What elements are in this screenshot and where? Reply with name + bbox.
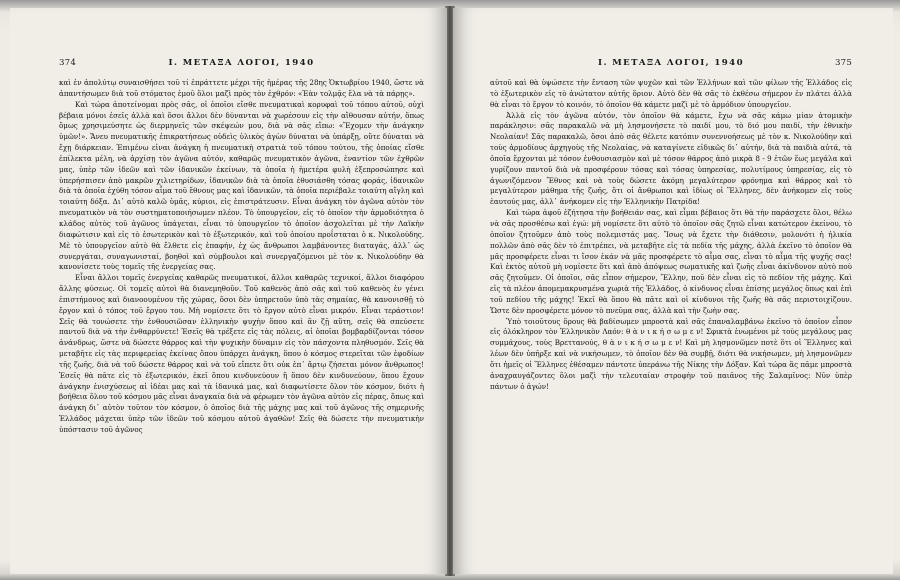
paragraph: αὐτοῦ καὶ θὰ ὑψώσετε τὴν ἔνταση τῶν ψυχῶν καὶ τῶν Ἑλλήνων καὶ τῶν φίλων τῆς Ἑλλάδος εἰς τὸ ἐξωτερικὸν εἰς τὸ ἀνώτατον αὐτῆς ὅριον. Αὐτὸ δὲν θὰ σᾶς τὸ ἐκθέσω σήμερον ἐν πλάτει ἀλλὰ θὰ εἶναι τὸ ἔργον τὸ κοινόν, τὸ ὁποῖον θὰ κάμετε μαζὶ μὲ τὸ ἁρμόδιον ὑπουργεῖον. bbox=[490, 78, 852, 109]
left-running-head: Ι. ΜΕΤΑΞΑ ΛΟΓΟΙ, 1940 bbox=[168, 58, 315, 68]
left-page bbox=[10, 8, 447, 574]
paragraph: Καὶ τώρα ἀφοῦ ἐζήτησα τὴν βοήθειάν σας, καὶ εἶμαι βέβαιος ὅτι θὰ τὴν παράσχετε ὅλοι, θέλω νὰ σᾶς προσθέσω καὶ ἐγώ: μὴ νομίσετε ὅτι αὐτὸ τὸ ὁποῖον σᾶς ζητῶ εἶναι κατώτερον ἐκείνου, τὸ ὁποῖον ζητοῦμεν ἀπὸ τοὺς πολεμιστάς μας. Ἴσως νὰ ἔχετε τὴν διάθεσιν, μολονότι ἡ ἡλικία πολλῶν ἀπὸ σᾶς δὲν τὸ ἐπιτρέπει, νὰ μεταβῆτε εἰς τὰ πεδία τῆς μάχης, ἀλλὰ ἐκεῖνο τὸ ὁποῖον θὰ μᾶς προσφέρετε εἶναι τι ἴσον ἐκάν νὰ μᾶς προσφέρετε τὸ αἷμα σας, εἶναι τὸ αἷμα τῆς ψυχῆς σας! Καὶ ἐκτὸς αὐτοῦ μὴ νομίσετε ὅτι καὶ ἀπὸ ἀπόψεως σωματικῆς καὶ ζωῆς εἶναι ἀκίνδυνον αὐτὸ ποὺ σᾶς ζητοῦμεν. Οἱ ὁποῖοι, σᾶς εἶπον σήμερον, Ἕλλην, ποῦ δὲν εἶναι εἰς τὸ πεδίον τῆς μάχης. Καὶ εἰς τὰ πλέον ἀπομεμακρυσμένα χωριὰ τῆς Ἑλλάδος, ὁ κίνδυνος εἶναι ἐπίσης μεγάλος ὅπως καὶ ἐπὶ τοῦ πεδίου τῆς μάχης! Ἐκεῖ θὰ ὅπου θὰ πᾶτε καὶ οἱ κίνδυνοι τῆς ζωῆς θὰ σᾶς περιστοιχίζουν. Ὥστε δὲν προσφέρετε μόνον τὸ πνεῦμα σας, ἀλλὰ καὶ τὴν ζωὴν σας. bbox=[490, 208, 852, 315]
left-page-number: 374 bbox=[59, 58, 77, 68]
left-page-header bbox=[59, 58, 424, 72]
right-page-body bbox=[490, 78, 852, 392]
paragraph: καὶ ἐν ἀπολύτῳ συναισθήσει τοῦ τί ἐπράττετε μέχρι τῆς ἡμέρας τῆς 28ης Ὀκτωβρίου 1940, ὥστε νὰ ἀπαντήσωμεν διὰ τοῦ στόματος ἐμοῦ ὅλοι μαζὶ πρὸς τὸν ἐχθρόν: «Ἐὰν τολμᾷς ἔλα νὰ τὰ πάρῃς». bbox=[59, 78, 424, 98]
right-running-head: Ι. ΜΕΤΑΞΑ ΛΟΓΟΙ, 1940 bbox=[598, 58, 744, 68]
right-page bbox=[453, 8, 893, 574]
paragraph: Ὑπὸ τοιοῦτους ὅρους θὰ βαδίσωμεν μπροστὰ καὶ σᾶς ἐπαναλαμβάνω ἐκεῖνο τὸ ὁποῖον εἶπον εἰς ὁλόκληρον τὸν Ἑλληνικὸν Λαόν: θ ὰ ν ι κ ή σ ω μ ε ν! Σφικτὰ ἑνωμένοι μὲ τοὺς μεγάλους μας συμμάχους, τοὺς Βρεττανούς, θ ὰ ν ι κ ή σ ω μ ε ν! Καὶ μὴ λησμονῶμεν ποτὲ ὅτι οἱ Ἕλληνες καὶ λέων δὲν ὑπῆρξε καὶ νὰ νικήσωμεν, τὸ ὁποῖον δὲν θὰ συμβῇ, διότι θὰ νικήσωμεν, μὴ λησμονῶμεν ὅτι ἡμεῖς οἱ Ἕλληνες ἐθέσαμεν πάντοτε ὑπεράνω τῆς Νίκης τὴν Δόξαν. Καὶ τώρα ἂς πᾶμε μπροστὰ ἀναχραυγάζοντες ὅλοι μαζὶ τὴν τελευταίαν στροφὴν τοῦ παιᾶνος τῆς Σαλαμῖνος: Νῦν ὑπὲρ πάντων ὁ ἀγών! bbox=[490, 316, 852, 391]
paragraph: Εἶναι ἄλλοι τομεῖς ἐνεργείας καθαρῶς πνευματικοί, ἄλλοι καθαρῶς τεχνικοί, ἄλλοι διαφόρου ἄλλης φύσεως. Οἱ τομεῖς αὐτοὶ θὰ διανεμηθοῦν. Τοῦ καθενὸς ἀπὸ σᾶς καὶ τοῦ καθενὸς ἐν γένει ἐπιστήμονος καὶ διανοουμένου τῆς χώρας, ὅσοι δὲν ὑπηρετοῦν ὑπὸ τὰς σημαίας, θὰ κανονισθῇ τὸ ἔργον καὶ ὁ τόπος τοῦ ἔργου του. Μὴ νομίσετε ὅτι τὸ ἔργον αὐτὸ εἶναι μικρόν. Εἶναι τεράστιον! Σεῖς θὰ τονώσετε τὴν ἐνθουσιῶσαν ἑλληνικὴν ψυχὴν ὅπου καὶ ἂν ζῇ αὕτη, σεῖς θὰ σπεύσετε παντοῦ διὰ νὰ τὴν ἐνθαρρύνετε! Ἐσεῖς θὰ τρέξετε εἰς τὰς πόλεις, αἱ ὁποῖαι βομβαρδίζονται τόσον ἀνάνδρως, ὥστε νὰ δώσετε θάρρος καὶ τὴν ψυχικὴν δύναμιν εἰς τὸν πάσχοντα πληθυσμόν. Σεῖς θὰ μεταβῆτε εἰς τὰς περιφερείας ἐκείνας ὅπου ὑπάρχει ἀνάγκη, ὅπου ὁ κόσμος στερεῖται τῶν ἐφοδίων τῆς ζωῆς, διὰ νὰ τοῦ δώσετε θάρρος καὶ νὰ τοῦ εἴπετε ὅτι οὐκ ἐπ᾽ ἄρτῳ ζήσεται μόνον ἄνθρωπος! Ἐσεῖς θὰ πᾶτε εἰς τὸ ἐξωτερικόν, ἐκεῖ ὅπου κινδυνεύουν ἢ ὅπου δὲν κινδυνεύουν, ὅπου ἔχουν ἀνάγκην ἐνισχύσεως αἱ ἰδέαι μας καὶ τὰ ἰδανικά μας, καὶ διαφωτίσετε ὅλον τὸν κόσμον, διότι ἡ βοήθεια ὅλου τοῦ κόσμου μᾶς εἶναι ἀναγκαία διὰ νὰ φέρωμεν τὸν ἀγῶνα αὐτὸν εἰς πέρας, ὅπως καὶ ἀνάγκη δι᾽ αὐτὸν τοῦτον τὸν κόσμον, ὁ ὁποῖος διὰ τῆς μάχης μας καὶ τοῦ ἀγῶνος τῆς σημερινῆς Ἑλλάδος μάχεται ὑπὲρ τῶν ἰδεῶν τοῦ κόσμου αὐτοῦ ἀγαθῶν! Σεῖς θὰ δώσετε τὴν πνευματικὴν ὑπόστασιν τοῦ ἀγῶνος bbox=[59, 273, 424, 434]
paragraph: Καὶ τώρα ἀποτείνομαι πρὸς σᾶς, οἱ ὁποῖοι εἴσθε πνευματικαὶ κορυφαὶ τοῦ τόπου αὐτοῦ, οὐχὶ βέβαια μόνοι ἐσεῖς ἀλλὰ καὶ ὅσοι ἄλλοι δὲν δύνανται νὰ χωρέσουν εἰς τὴν αἴθουσαν αὐτήν, ὅπως ὅμως χρησιμεύσητε ὡς διερμηνεῖς τῶν σκέψεών μου, διὰ νὰ σᾶς εἴπω: «Ἔχομεν τὴν ἀνάγκην ὑμῶν!». Ἄνευ πνευματικῆς ἐπικρατήσεως οὐδεὶς ὑλικὸς ἀγὼν δύναται νὰ ὑπάρξῃ, οὔτε δύναται νὰ ἔχῃ διάρκειαν. Ἐπιμένω εἰναι ἀνάγκη ἡ πνευματικὴ στρατιὰ τοῦ τόπου τούτου, τῆς ὁποίας εἴσθε ἐπίλεκτα μέλη, νὰ ἀρχίσῃ τὸν ἀγῶνα αὐτόν, καθαρῶς πνευματικὸν ἀγῶνα, ἐναντίον τῶν ἐχθρῶν μας, ὑπὲρ τῶν ἰδεῶν καὶ τῶν ἰδανικῶν ἐκείνων, τὰ ὁποῖα ἡ ἡμετέρα φυλὴ ἐξεπροσώπησε καὶ ὑπερήσπισεν ἀπὸ μακρῶν χιλιετηρίδων, ἰδανικῶν διὰ τὰ ὁποῖα ἐθυσιάσθη τόσας φοράς, ἰδανικῶν διὰ τὰ ὁποῖα ἐχύθη τόσον αἷμα τοῦ ἔθνους μας καὶ ἰδανικῶν, τὰ ὁποῖα περιέβαλε τοιαύτη αἴγλη καὶ τοιαύτη δόξα. Δι᾽ αὐτὸ καλῶ ὑμᾶς, κύριοι, εἰς ἐπιστράτευσιν. Εἶναι ἀνάγκη τὸν ἀγῶνα αὐτὸν τὸν πνευματικὸν νὰ τὸν συστηματοποιήσωμεν πλέον. Τὸ ὑπουργεῖον, εἰς τὸ ὁποῖον τὴν ἁρμοδιότητα ὁ κλάδος αὐτὸς τοῦ ἀγῶνος ὑπάγεται, εἶναι τὸ ὑπουργεῖον τὸ ὁποῖον ἀσχολεῖται μὲ τὴν Λαϊκὴν διαφώτισιν καὶ εἰς τὸ ἐσωτερικὸν καὶ τὸ ἐξωτερικόν, καὶ τοῦ ὁποίου προΐσταται ὁ κ. Νικολούδης. Μὲ τὸ ὑπουργεῖον αὐτὸ θὰ ἔλθετε εἰς ἐπαφήν, ἐχ ὡς ἄνθρωποι λαμβάνοντες διαταγάς, ἀλλ᾽ ὡς συνεργάται, συναγωνισταί, βοηθοὶ καὶ σύμβουλοι καὶ συνεργαζόμενοι μὲ τὸν κ. Νικολούδην θὰ κανονίσετε τοὺς τομεῖς τῆς ἐνεργείας σας. bbox=[59, 99, 424, 272]
paragraph: Ἀλλὰ εἰς τὸν ἀγῶνα αὐτόν, τὸν ὁποῖον θὰ κάμετε, ἔχω νὰ σᾶς κάμω μίαν ἀτομικὴν παράκλησιν: σᾶς παρακαλῶ νὰ μὴ λησμονήσετε τὸ παιδί μου, τὸ διό μου παιδί, τὴν ἐθνικὴν Νεολαίαν! Σᾶς παρακαλῶ, ὅσοι ἀπὸ σᾶς θέλετε κατόπιν συνεννοήσεως μὲ τὸν κ. Νικολούδην καὶ τοὺς ἁρμοδίους ἀρχηγοὺς τῆς Νεολαίας, νὰ καταγίνετε εἰδικῶς δι᾽ αὐτήν, διὰ τὰ παιδιὰ αὐτά, τὰ ὁποῖα ἔρχονται μὲ τόσον ἐνθουσιασμὸν καὶ μὲ τόσον θάρρος ἀπὸ μικρὰ 8 - 9 ἐτῶν ἕως μεγάλα καὶ γυρίζουν παντοῦ διὰ νὰ προσφέρουν τόσας καὶ τόσας ὑπηρεσίας, πολυτίμους ὑπηρεσίας, εἰς τὸ ἀγωνιζόμενον Ἔθνος καὶ νὰ τοὺς δώσετε ἀκόμη μεγαλύτερον φρόνημα καὶ θάρρος καὶ τὸ μεγαλύτερον μάθημα τῆς ζωῆς, ὅτι οἱ ἄνθρωποι καὶ ἰδίως οἱ Ἕλληνες, δὲν ἀνήκομεν εἰς τοὺς ἑαυτούς μας, ἀλλ᾽ ἀνήκομεν εἰς τὴν Ἑλληνικὴν Πατρίδα! bbox=[490, 110, 852, 207]
right-page-header bbox=[490, 58, 852, 72]
right-page-number: 375 bbox=[834, 58, 852, 68]
left-page-body bbox=[59, 78, 424, 436]
